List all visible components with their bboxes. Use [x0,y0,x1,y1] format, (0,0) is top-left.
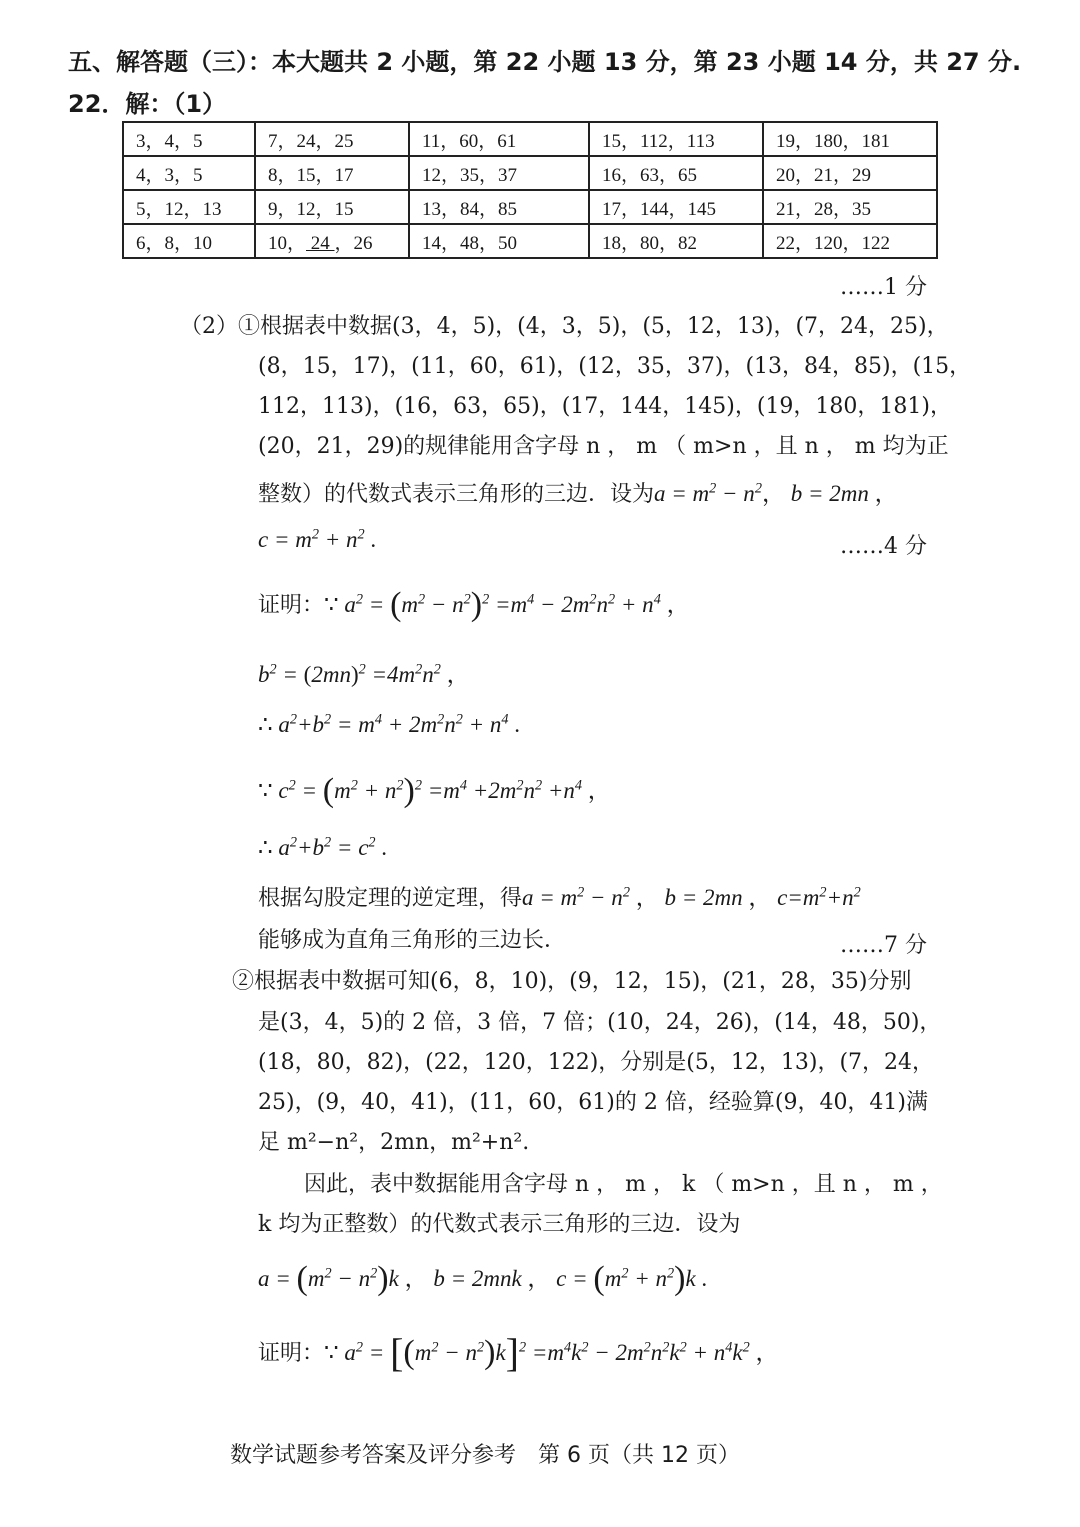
formula-a-squared: ∵ $a^2 = (m^2 - n^2)^2 =m^4 - 2m^2n^2 + n^4$ ， [324,586,690,623]
proof-k-line [258,1330,779,1375]
part2b-line-6: 因此，表中数据能用含字母 n ， m ， k （ m>n ，且 n ， m ， [304,1172,943,1197]
conclusion-line-1 [258,883,861,914]
score-7: ……7 分 [840,933,927,958]
page-footer: 数学试题参考答案及评分参考 第 6 页（共 12 页） [230,1443,740,1468]
table-cell: 13，84，85 [409,190,589,224]
table-cell: 3，4，5 [123,122,255,156]
table-cell: 10， 24 ，26 [255,224,409,258]
table-cell: 21，28，35 [763,190,937,224]
table-cell: 18，80，82 [589,224,763,258]
table-cell: 19，180，181 [763,122,937,156]
formula-pythagorean: ∴ $a^2+b^2 = c^2$ . [258,834,388,860]
proof-label-2: 证明： [258,1341,325,1366]
table-cell: 14，48，50 [409,224,589,258]
part2-line-5 [258,479,898,510]
table-row [123,156,937,190]
table-row [123,190,937,224]
formula-ak-squared: ∵ $a^2 = [(m^2 - n^2)k]^2 =m^4k^2 - 2m^2n^2k^2 + n^4k^2$ ， [324,1330,779,1375]
part2b-line-5: 足 m²−n²，2mn，m²+n². [258,1130,530,1155]
proof-label-1: 证明： [258,593,325,618]
conclusion-text-1: 根据勾股定理的逆定理，得 [258,886,523,911]
triple-table [122,121,938,259]
table-cell: 9，12，15 [255,190,409,224]
table-cell: 17，144，145 [589,190,763,224]
table-cell: 12，35，37 [409,156,589,190]
table-cell: 4，3，5 [123,156,255,190]
part2b-line-7: k 均为正整数）的代数式表示三角形的三边．设为 [258,1212,741,1237]
formula-c-def: $c = m^2 + n^2$ . [258,526,377,552]
conclusion-line-2: 能够成为直角三角形的三边长． [258,928,567,953]
score-4: ……4 分 [840,534,927,559]
question-label: 22．解：（1） [68,90,227,118]
part2b-line-4: 25)，(9，40，41)，(11，60，61)的 2 倍，经验算(9，40，41)满 [258,1090,929,1115]
formula-sum-ab: ∴ $a^2+b^2 = m^4 + 2m^2n^2 + n^4$ . [258,711,520,737]
table-cell: 20，21，29 [763,156,937,190]
part2-line-1: （2）①根据表中数据(3，4，5)，(4，3，5)，(5，12，13)，(7，24，25)， [180,314,949,339]
score-1: ……1 分 [840,275,927,300]
part2b-line-1: ②根据表中数据可知(6，8，10)，(9，12，15)，(21，28，35)分别 [232,969,912,994]
table-cell: 5，12，13 [123,190,255,224]
part2-line-5-text: 整数）的代数式表示三角形的三边．设为 [258,482,655,507]
table-cell: 22，120，122 [763,224,937,258]
table-cell: 8，15，17 [255,156,409,190]
table-cell: 11，60，61 [409,122,589,156]
proof-line-1 [258,586,690,623]
section-heading: 五、解答题（三）：本大题共 2 小题，第 22 小题 13 分，第 23 小题 14 分，共 27 分. [68,48,1022,76]
table-cell: 7，24，25 [255,122,409,156]
table-row [123,122,937,156]
formula-conclusion: $a = m^2 - n^2$ ， b = 2mn ， $c=m^2+n^2$ [522,884,861,910]
filled-blank: 24 [306,232,335,254]
formula-abc-def: $a = m^2 - n^2$， b = 2mn ， [654,480,898,506]
part2-line-2: (8，15，17)，(11，60，61)，(12，35，37)，(13，84，85)，(15， [258,354,972,379]
part2b-line-2: 是(3，4，5)的 2 倍，3 倍，7 倍；(10，24，26)，(14，48，50)， [258,1010,942,1035]
formula-b-squared: $b^2 = (2mn)^2 =4m^2n^2$ ， [258,661,470,687]
formula-c-squared: ∵ $c^2 = (m^2 + n^2)^2 =m^4 +2m^2n^2 +n^4$ ， [258,772,611,809]
part2-line-4: (20，21，29)的规律能用含字母 n ， m （ m>n ，且 n ， m 均为正 [258,434,949,459]
formula-k-def: $a = (m^2 - n^2)k$ ， b = 2mnk ， $c = (m^2 + n^2)k$ . [258,1260,708,1297]
table-row [123,224,937,258]
part2b-line-3: (18，80，82)，(22，120，122)，分别是(5，12，13)，(7，24， [258,1050,935,1075]
table-cell: 15，112，113 [589,122,763,156]
part2-line-3: 112，113)，(16，63，65)，(17，144，145)，(19，180，181)， [258,394,952,419]
table-cell: 6，8，10 [123,224,255,258]
table-cell: 16，63，65 [589,156,763,190]
